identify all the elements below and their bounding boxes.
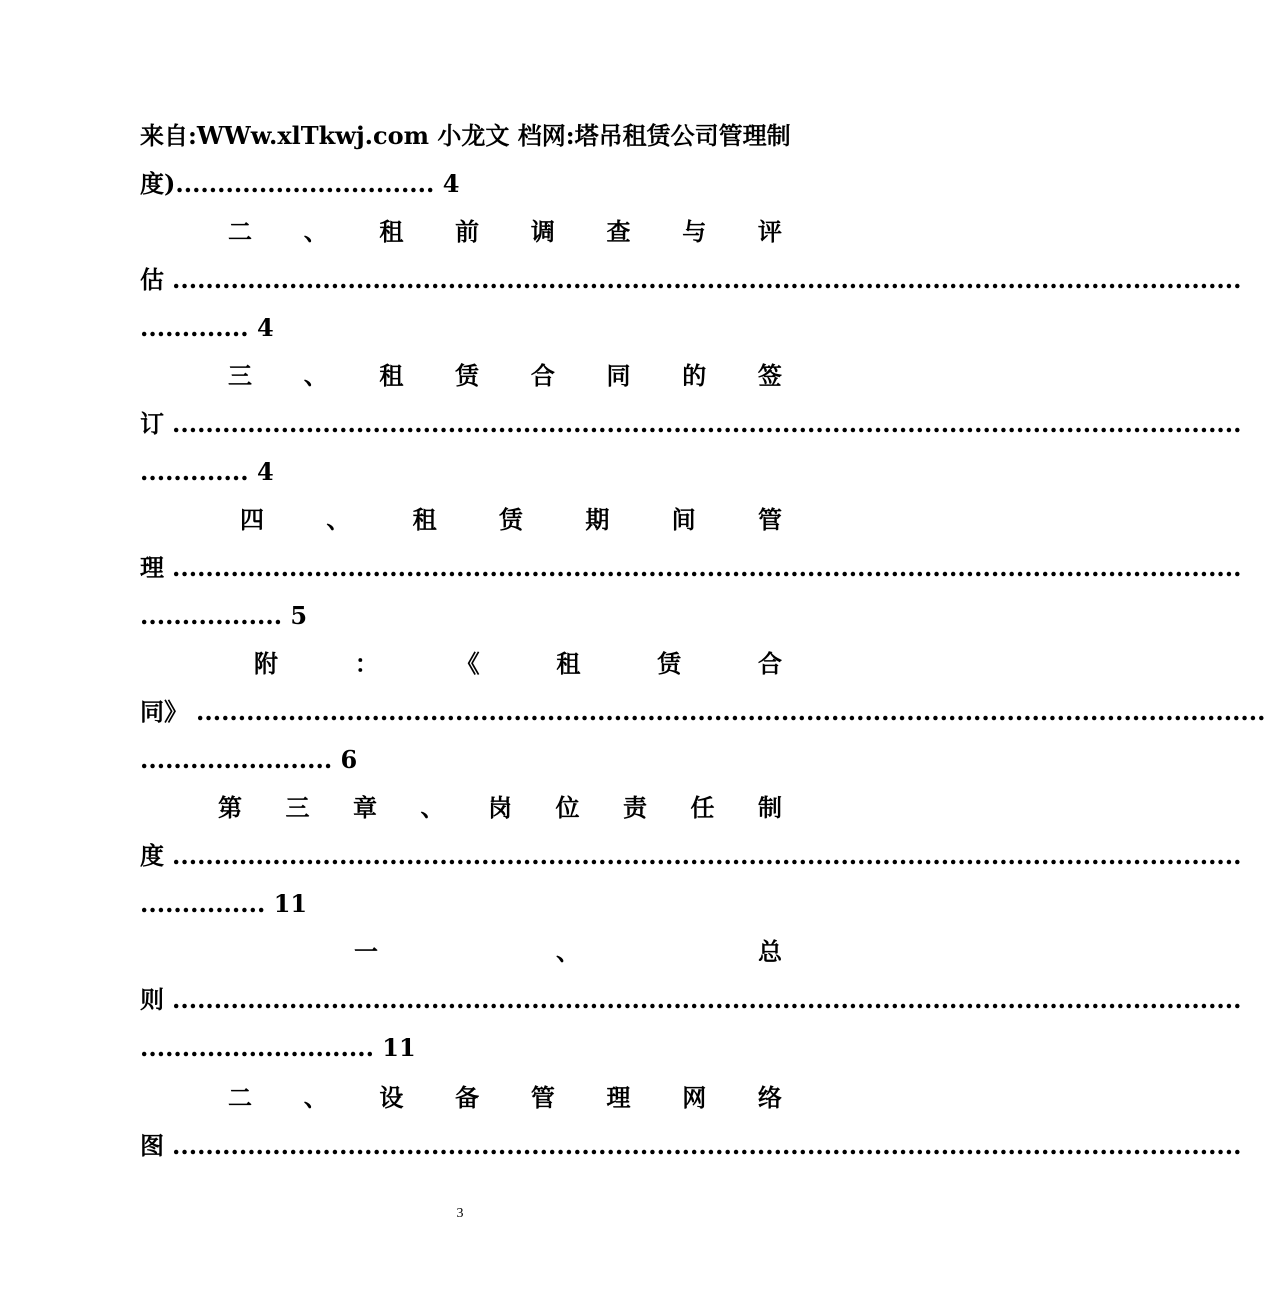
toc-label: 同》	[140, 697, 188, 726]
toc-label: 估	[140, 265, 164, 294]
toc-char: 租	[412, 505, 437, 534]
toc-char: 二	[228, 217, 252, 246]
toc-char: 位	[555, 793, 580, 822]
toc-char: 总	[758, 937, 782, 966]
page-number: 3	[456, 1206, 464, 1221]
toc-char: 二	[228, 1083, 252, 1112]
toc-char: 、	[303, 1083, 328, 1112]
toc-char: 岗	[488, 793, 512, 822]
toc-entry-heading	[218, 788, 782, 828]
toc-entry-heading	[240, 500, 782, 540]
toc-char: 合	[757, 649, 782, 678]
toc-char: 理	[606, 1083, 631, 1112]
toc-label: 图	[140, 1131, 164, 1160]
toc-entry-leader	[140, 260, 1242, 300]
dot-leader: ................................................................................................................................	[172, 265, 1242, 294]
toc-char: 制	[758, 793, 782, 822]
toc-entry-leader	[140, 404, 1242, 444]
toc-char: 签	[757, 361, 782, 390]
toc-char: 络	[757, 1083, 782, 1112]
toc-label: 则	[140, 985, 164, 1014]
toc-char: 前	[455, 217, 480, 246]
toc-page-ref: ................. 5	[140, 601, 308, 630]
toc-char: 三	[228, 361, 252, 390]
toc-char: 三	[285, 793, 310, 822]
toc-char: 与	[682, 217, 707, 246]
toc-entry-heading	[254, 644, 782, 684]
dot-leader: ................................................................................................................................	[172, 1131, 1242, 1160]
toc-char: 赁	[455, 361, 480, 390]
toc-page-ref: ............. 4	[140, 457, 274, 486]
toc-entry-leader	[140, 548, 1242, 588]
toc-line-continuation: 度)............................... 4	[140, 169, 460, 198]
toc-label: 度	[140, 841, 164, 870]
toc-char: 、	[303, 361, 328, 390]
toc-char: 、	[556, 937, 580, 966]
toc-char: 备	[455, 1083, 480, 1112]
toc-char: 租	[379, 361, 404, 390]
toc-page-ref: ............... 11	[140, 889, 308, 918]
toc-line-source: 来自:WWw.xlTkwj.com 小龙文 档网:塔吊租赁公司管理制	[140, 121, 791, 150]
toc-page-ref: ............................ 11	[140, 1033, 416, 1062]
toc-page-ref: ............. 4	[140, 313, 274, 342]
toc-entry-leader	[140, 836, 1242, 876]
toc-char: 网	[682, 1083, 707, 1112]
toc-char: 附	[254, 649, 278, 678]
toc-char: 、	[303, 217, 328, 246]
toc-char: ：	[354, 649, 379, 678]
toc-char: 赁	[498, 505, 523, 534]
toc-char: 四	[240, 505, 264, 534]
toc-entry-leader	[140, 980, 1242, 1020]
toc-char: 赁	[657, 649, 682, 678]
toc-entry-heading	[228, 1078, 782, 1118]
dot-leader: ................................................................................................................................	[172, 553, 1242, 582]
toc-char: 、	[326, 505, 351, 534]
toc-entry-leader	[140, 692, 1266, 732]
toc-char: 租	[379, 217, 404, 246]
toc-char: 的	[682, 361, 707, 390]
toc-char: 任	[690, 793, 715, 822]
toc-char: 一	[354, 937, 378, 966]
toc-char: 管	[757, 505, 782, 534]
toc-char: 同	[606, 361, 631, 390]
toc-char: 、	[420, 793, 445, 822]
toc-char: 章	[353, 793, 377, 822]
dot-leader: ................................................................................................................................	[172, 841, 1242, 870]
toc-char: 合	[530, 361, 555, 390]
toc-entry-heading	[228, 212, 782, 252]
toc-char: 第	[218, 793, 242, 822]
toc-char: 责	[623, 793, 647, 822]
dot-leader: ................................................................................................................................	[172, 409, 1242, 438]
toc-entry-heading	[228, 356, 782, 396]
toc-char: 《	[455, 649, 480, 678]
dot-leader: ................................................................................................................................	[196, 697, 1266, 726]
toc-char: 调	[530, 217, 555, 246]
toc-char: 评	[757, 217, 782, 246]
toc-char: 管	[530, 1083, 555, 1112]
dot-leader: ................................................................................................................................	[172, 985, 1242, 1014]
toc-page-ref: ....................... 6	[140, 745, 358, 774]
toc-entry-leader	[140, 1126, 1242, 1166]
toc-char: 租	[556, 649, 581, 678]
toc-char: 期	[585, 505, 610, 534]
toc-char: 间	[671, 505, 696, 534]
toc-char: 查	[606, 217, 631, 246]
toc-label: 理	[140, 553, 164, 582]
toc-label: 订	[140, 409, 164, 438]
toc-char: 设	[379, 1083, 404, 1112]
toc-entry-heading	[354, 932, 782, 972]
